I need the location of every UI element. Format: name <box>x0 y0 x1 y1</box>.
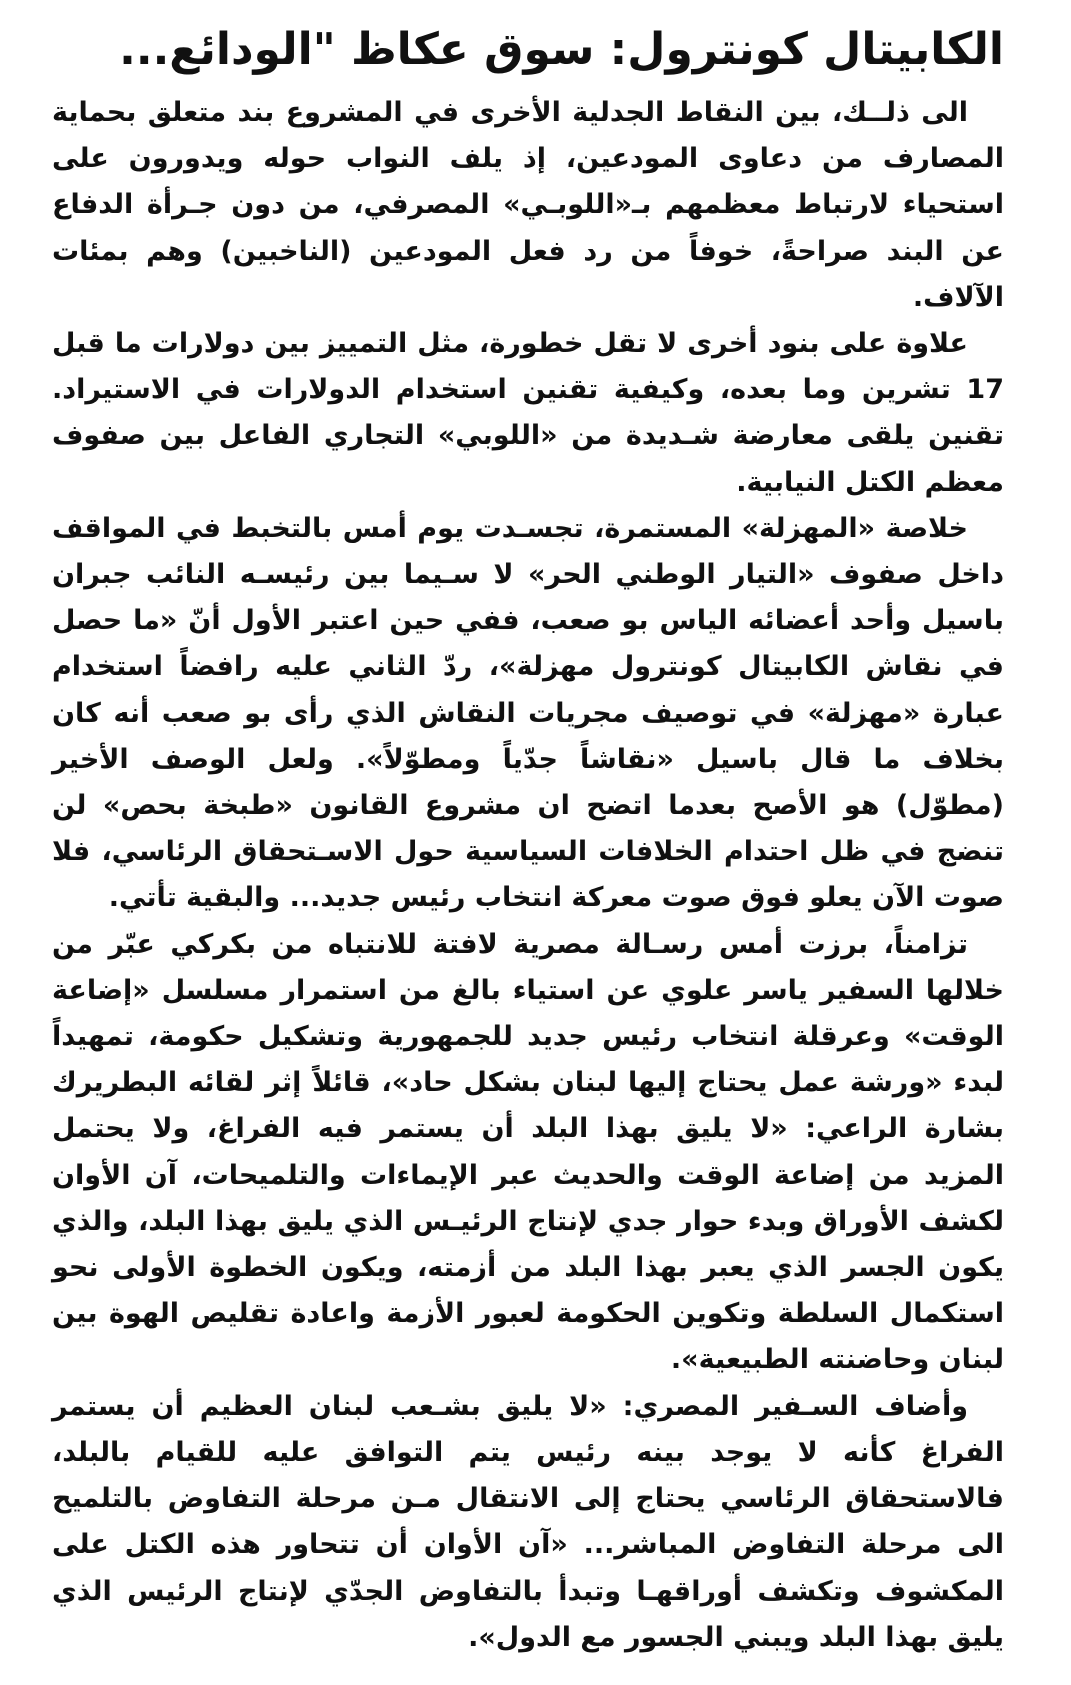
article-paragraph: علاوة على بنود أخرى لا تقل خطورة، مثل التمييز بين دولارات ما قبل 17 تشرين وما بعده، وكيفية تقنين استخدام الدولارات في الاستيراد. تقنين يلقى معارضة شـديدة من «اللوبي» التجاري الفاعل بين صفوف معظم الكتل النيابية. <box>52 328 1004 498</box>
headline: الكابيتال كونترول: سوق عكاظ "الودائع... <box>119 24 1004 75</box>
article-paragraph: تزامناً، برزت أمس رسـالة مصرية لافتة للانتباه من بكركي عبّر من خلالها السفير ياسر علوي عن استياء بالغ من استمرار مسلسل «إضاعة الوقت» وعرقلة انتخاب رئيس جديد للجمهورية وتشكيل حكومة، تمهيداً لبدء «ورشة عمل يحتاج إليها لبنان بشكل حاد»، قائلاً إثر لقائه البطريرك بشارة الراعي: «لا يليق بهذا البلد أن يستمر فيه الفراغ، ولا يحتمل المزيد من إضاعة الوقت والحديث عبر الإيماءات والتلميحات، آن الأوان لكشف الأوراق وبدء حوار جدي لإنتاج الرئيـس الذي يليق بهذا البلد، والذي يكون الجسر الذي يعبر بهذا البلد من أزمته، ويكون الخطوة الأولى نحو استكمال السلطة وتكوين الحكومة لعبور الأزمة واعادة تقليص الهوة بين لبنان وحاضنته الطبيعية». <box>52 928 1004 1376</box>
article-paragraph: وأضاف السـفير المصري: «لا يليق بشـعب لبنان العظيم أن يستمر الفراغ كأنه لا يوجد بينه رئيس يتم التوافق عليه للقيام بالبلد، فالاستحقاق الرئاسي يحتاج إلى الانتقال مـن مرحلة التفاوض بالتلميح الى مرحلة التفاوض المباشر... «آن الأوان أن تتحاور هذه الكتل على المكشوف وتكشف أوراقهـا وتبدأ بالتفاوض الجدّي لإنتاج الرئيس الذي يليق بهذا البلد ويبني الجسور مع الدول». <box>52 1390 1004 1653</box>
article <box>52 18 1004 1661</box>
article-paragraph: خلاصة «المهزلة» المستمرة، تجسـدت يوم أمس بالتخبط في المواقف داخل صفوف «التيار الوطني الحر» لا سـيما بين رئيسـه النائب جبران باسيل وأحد أعضائه الياس بو صعب، ففي حين اعتبر الأول أنّ «ما حصل في نقاش الكابيتال كونترول مهزلة»، ردّ الثاني عليه رافضاً استخدام عبارة «مهزلة» في توصيف مجريات النقاش الذي رأى بو صعب أنه كان بخلاف ما قال باسيل «نقاشاً جدّياً ومطوّلاً». ولعل الوصف الأخير (مطوّل) هو الأصح بعدما اتضح ان مشروع القانون «طبخة بحص» لن تنضج في ظل احتدام الخلافات السياسية حول الاسـتحقاق الرئاسي، فلا صوت الآن يعلو فوق صوت معركة انتخاب رئيس جديد... والبقية تأتي. <box>52 512 1004 914</box>
article-paragraph: الى ذلــك، بين النقاط الجدلية الأخرى في المشروع بند متعلق بحماية المصارف من دعاوى المودعين، إذ يلف النواب حوله ويدورون على استحياء لارتباط معظمهم بـ«اللوبـي» المصرفي، من دون جـرأة الدفاع عن البند صراحةً، خوفاً من رد فعل المودعين (الناخبين) وهم بمئات الآلاف. <box>52 97 1004 313</box>
